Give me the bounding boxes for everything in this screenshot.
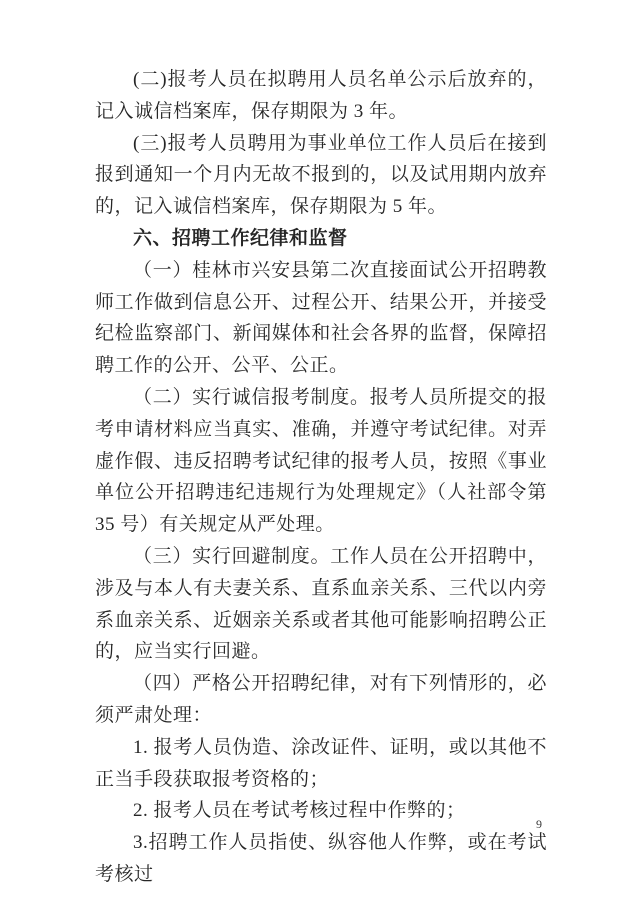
- doc-paragraph-honest-application-system: （二）实行诚信报考制度。报考人员所提交的报考申请材料应当真实、准确，并遵守考试纪律。对弄虚作假、违反招聘考试纪律的报考人员，按照《事业单位公开招聘违纪违规行为处理规定》（人社部令第 35 号）有关规定从严处理。: [95, 386, 547, 536]
- doc-list-item-1-forged-documents: 1. 报考人员伪造、涂改证件、证明，或以其他不正当手段获取报考资格的；: [95, 736, 547, 790]
- document-body: [95, 64, 547, 891]
- doc-paragraph-recusal-system: （三）实行回避制度。工作人员在公开招聘中，涉及与本人有夫妻关系、直系血亲关系、三代以内旁系血亲关系、近姻亲关系或者其他可能影响招聘公正的，应当实行回避。: [95, 545, 547, 663]
- doc-paragraph-credit-record-5-years: (三)报考人员聘用为事业单位工作人员后在接到报到通知一个月内无故不报到的，以及试用期内放弃的，记入诚信档案库，保存期限为 5 年。: [95, 132, 547, 218]
- page-number: 9: [536, 817, 542, 831]
- doc-list-item-3-staff-condoning-cheating: 3.招聘工作人员指使、纵容他人作弊，或在考试考核过: [95, 832, 547, 885]
- doc-paragraph-credit-record-3-years: (二)报考人员在拟聘用人员名单公示后放弃的，记入诚信档案库，保存期限为 3 年。: [95, 69, 547, 122]
- doc-list-item-2-cheating-in-exam: 2. 报考人员在考试考核过程中作弊的；: [133, 800, 466, 822]
- doc-paragraph-openness-supervision: （一）桂林市兴安县第二次直接面试公开招聘教师工作做到信息公开、过程公开、结果公开，并接受纪检监察部门、新闻媒体和社会各界的监督，保障招聘工作的公开、公平、公正。: [95, 259, 547, 377]
- section-heading-discipline-supervision: 六、招聘工作纪律和监督: [133, 227, 348, 249]
- doc-paragraph-strict-discipline-intro: （四）严格公开招聘纪律，对有下列情形的，必须严肃处理：: [95, 673, 547, 726]
